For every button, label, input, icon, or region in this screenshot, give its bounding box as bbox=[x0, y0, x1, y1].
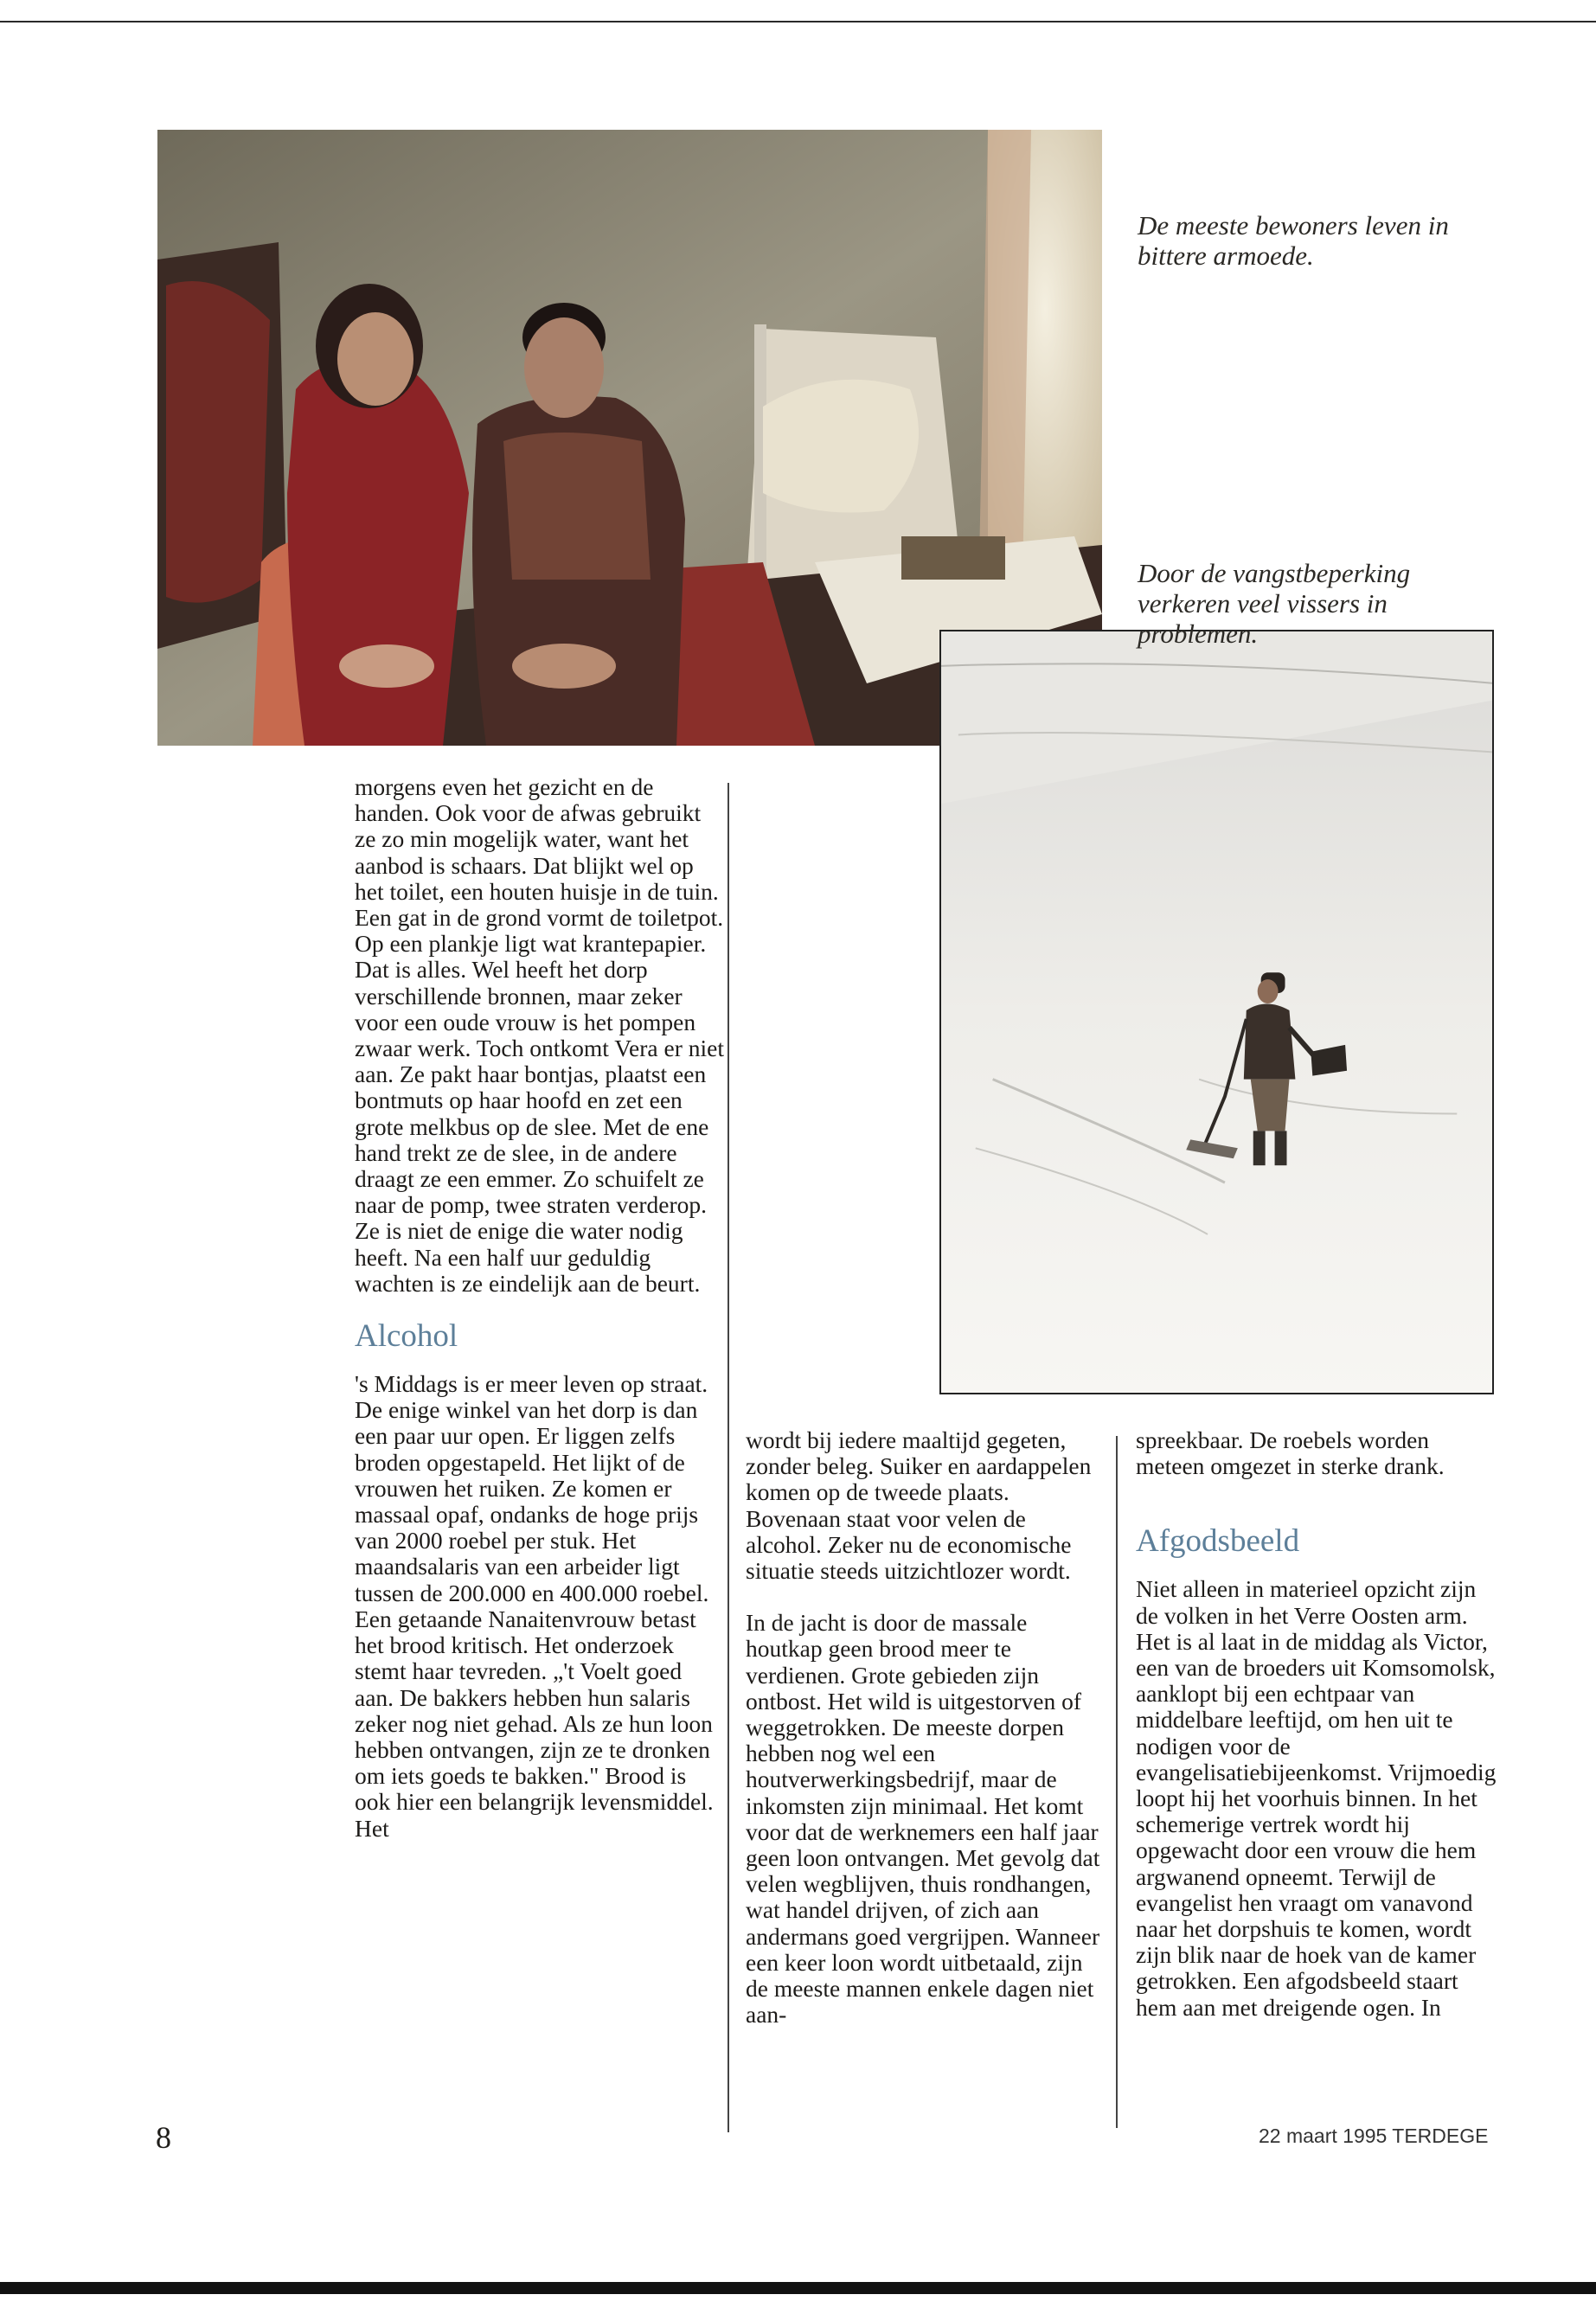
article-column-2 bbox=[746, 1427, 1100, 2028]
section-heading-alcohol: Alcohol bbox=[355, 1318, 458, 1355]
section-heading-afgodsbeeld: Afgodsbeeld bbox=[1136, 1523, 1300, 1560]
top-rule bbox=[0, 21, 1596, 22]
paragraph: Niet alleen in materieel opzicht zijn de volken in het Verre Oosten arm. Het is al laat in de middag als Victor, een van de broeders uit Komsomolsk, aanklopt bij een echtpaar van middelbare leeftijd, om hen uit te nodigen voor de evangelisatiebijeenkomst. Vrijmoedig loopt hij het voorhuis binnen. In het schemerige vertrek wordt hij opgewacht door een vrouw die hem argwanend opneemt. Terwijl de evangelist hen vraagt om vanavond naar het dorpshuis te komen, wordt zijn blik naar de hoek van de kamer getrokken. Een afgodsbeeld staart hem aan met dreigende ogen. In bbox=[1136, 1575, 1497, 2021]
page-number: 8 bbox=[156, 2120, 171, 2155]
paragraph: morgens even het gezicht en de handen. Ook voor de afwas gebruikt ze zo min mogelijk water, want het aanbod is schaars. Dat blijkt wel op het toilet, een houten huisje in de tuin. Een gat in de grond vormt de toiletpot. Op een plankje ligt wat krantepapier. Dat is alles. Wel heeft het dorp verschillende bronnen, maar zeker voor een oude vrouw is het pompen zwaar werk. Toch ontkomt Vera er niet aan. Ze pakt haar bontjas, plaatst een bontmuts op haar hoofd en zet een grote melkbus op de slee. Met de ene hand trekt ze de slee, in de andere draagt ze een emmer. Zo schuifelt ze naar de pomp, twee straten verderop. Ze is niet de enige die water nodig heeft. Na een half uur geduldig wachten is ze eindelijk aan de beurt. bbox=[355, 773, 724, 1297]
bottom-rule bbox=[0, 2282, 1596, 2294]
paragraph: 's Middags is er meer leven op straat. De enige winkel van het dorp is dan een paar uur open. Er liggen zelfs broden opgestapeld. Het lijkt of de vrouwen het ruiken. Ze komen er massaal opaf, ondanks de hoge prijs van 2000 roebel per stuk. Het maandsalaris van een arbeider ligt tussen de 200.000 en 400.000 roebel. bbox=[355, 1370, 709, 1606]
article-column-1 bbox=[355, 774, 727, 1842]
paragraph: Een getaande Nanaitenvrouw betast het brood kritisch. Het onderzoek stemt haar tevreden. „'t Voelt goed aan. De bakkers hebben hun salaris zeker nog niet gehad. Als ze hun loon hebben ontvangen, zijn ze te dronken om iets goeds te bakken." Brood is ook hier een belangrijk levensmiddel. Het bbox=[355, 1605, 714, 1842]
issue-info: 22 maart 1995 TERDEGE bbox=[1259, 2125, 1489, 2147]
column-divider bbox=[727, 783, 729, 2132]
article-column-3 bbox=[1136, 1427, 1499, 2021]
column-divider bbox=[1116, 1436, 1118, 2128]
paragraph: spreekbaar. De roebels worden meteen omgezet in sterke drank. bbox=[1136, 1426, 1445, 1480]
paragraph: wordt bij iedere maaltijd gegeten, zonder beleg. Suiker en aardappelen komen op de tweede plaats. Bovenaan staat voor velen de alcohol. Zeker nu de economische situatie steeds uitzichtlozer wordt. bbox=[746, 1426, 1092, 1585]
caption-fishing: Door de vangstbeperking verkeren veel vissers in problemen. bbox=[1138, 558, 1411, 649]
caption-poverty: De meeste bewoners leven in bittere armoede. bbox=[1138, 210, 1449, 271]
snow-sled-photo bbox=[939, 630, 1494, 1394]
paragraph: In de jacht is door de massale houtkap geen brood meer te verdienen. Grote gebieden zijn ontbost. Het wild is uitgestorven of weggetrokken. De meeste dorpen hebben nog wel een houtverwerkingsbedrijf, maar de inkomsten zijn minimaal. Het komt voor dat de werknemers een half jaar geen loon ontvangen. Met gevolg dat velen wegblijven, thuis rondhangen, wat handel drijven, of zich aan andermans goed vergrijpen. Wanneer een keer loon wordt uitbetaald, zijn de meeste mannen enkele dagen niet aan- bbox=[746, 1609, 1100, 2029]
